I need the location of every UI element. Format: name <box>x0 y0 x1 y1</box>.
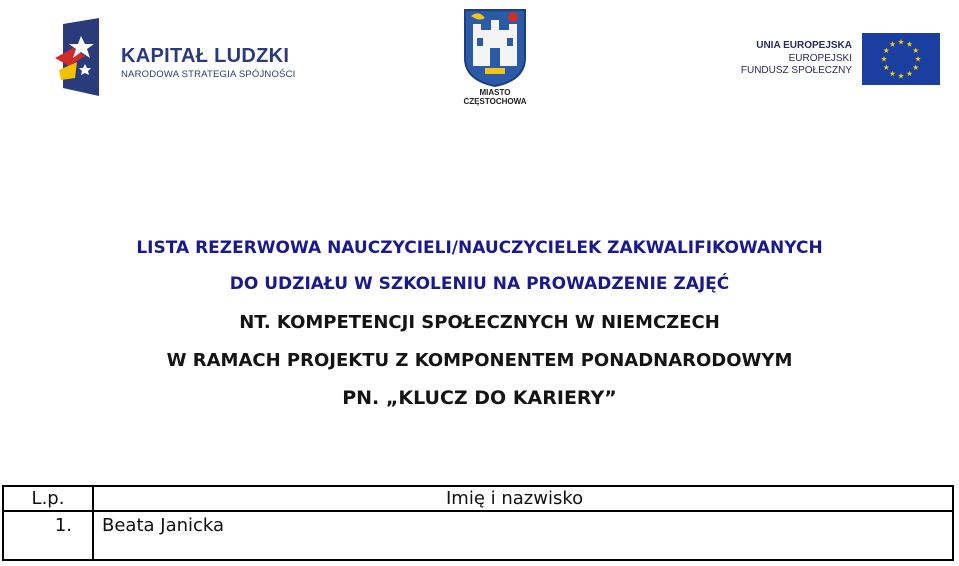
column-header-lp: L.p. <box>3 486 93 511</box>
reserve-list-table <box>2 485 954 561</box>
eu-line3: FUNDUSZ SPOŁECZNY <box>740 65 852 76</box>
city-name-line2: CZĘSTOCHOWA <box>463 97 527 106</box>
heading-line-5: PN. „KLUCZ DO KARIERY” <box>342 387 617 409</box>
eu-logo <box>730 30 940 90</box>
eu-line1: UNIA EUROPEJSKA <box>756 40 852 51</box>
heading-line-4: W RAMACH PROJEKTU Z KOMPONENTEM PONADNARODOWYM <box>166 350 793 371</box>
city-coat-of-arms-icon <box>463 8 527 88</box>
column-header-name: Imię i nazwisko <box>93 486 953 511</box>
kapital-ludzki-title: KAPITAŁ LUDZKI <box>121 45 290 67</box>
heading-line-3: NT. KOMPETENCJI SPOŁECZNYCH W NIEMCZECH <box>239 312 720 333</box>
eu-text <box>741 40 852 78</box>
city-name-line1: MIASTO <box>479 88 511 97</box>
logo-bar <box>0 0 959 120</box>
eu-flag-icon <box>862 33 940 85</box>
city-logo <box>455 8 535 116</box>
row-lp: 1. <box>3 511 93 560</box>
row-name: Beata Janicka <box>93 511 953 560</box>
table-header-row <box>3 486 953 511</box>
eu-line2: EUROPEJSKI <box>788 52 852 64</box>
kapital-ludzki-emblem-icon <box>55 18 103 98</box>
heading-line-1: LISTA REZERWOWA NAUCZYCIELI/NAUCZYCIELEK ZAKWALIFIKOWANYCH <box>136 238 823 258</box>
heading-line-2: DO UDZIAŁU W SZKOLENIU NA PROWADZENIE ZAJĘĆ <box>229 274 730 294</box>
table-row <box>3 511 953 560</box>
kapital-ludzki-subtitle: NARODOWA STRATEGIA SPÓJNOŚCI <box>121 69 296 80</box>
kapital-ludzki-logo <box>55 18 300 98</box>
